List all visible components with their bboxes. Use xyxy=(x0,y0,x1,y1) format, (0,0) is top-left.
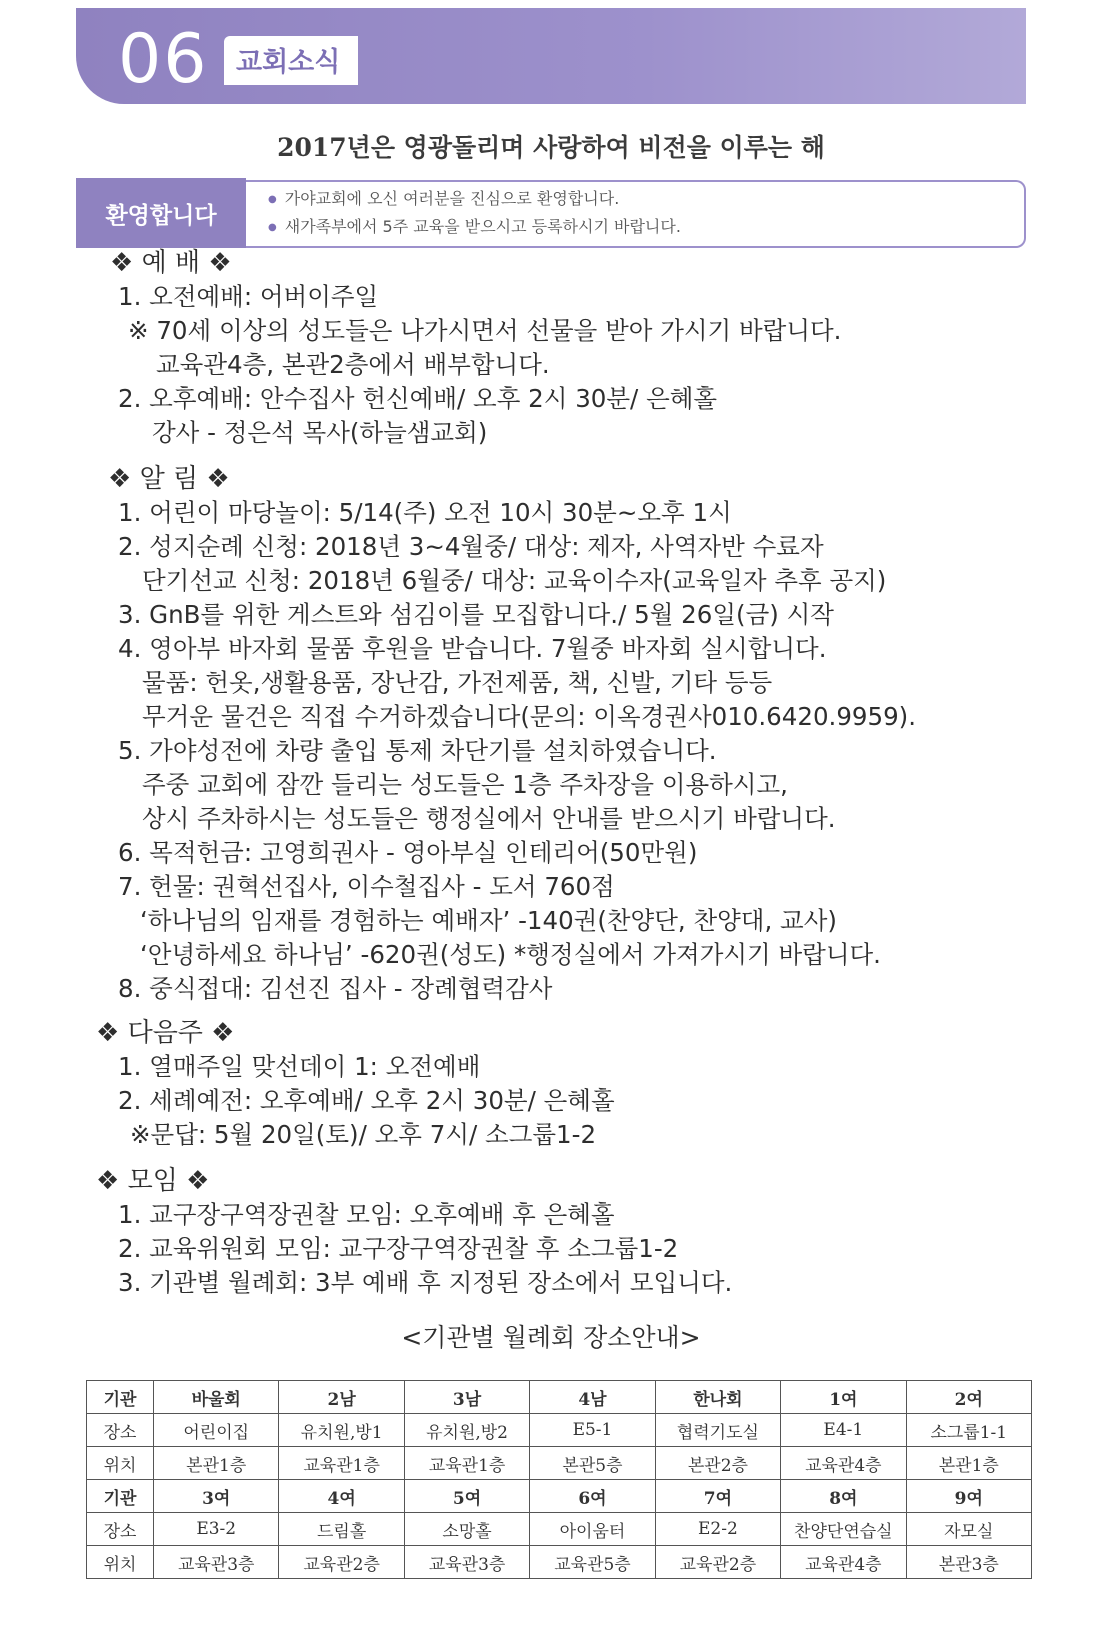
announcement-line: 물품: 헌옷,생활용품, 장난감, 가전제품, 책, 신발, 기타 등등 xyxy=(142,668,773,697)
row-label: 장소 xyxy=(87,1414,154,1447)
table-cell: 3남 xyxy=(404,1381,529,1414)
table-cell: 본관1층 xyxy=(906,1447,1031,1480)
welcome-line: ● 새가족부에서 5주 교육을 받으시고 등록하시기 바랍니다. xyxy=(268,214,681,237)
announcement-line: 2. 세례예전: 오후예배/ 오후 2시 30분/ 은혜홀 xyxy=(118,1086,615,1115)
table-cell: 바울회 xyxy=(154,1381,279,1414)
announcement-line: 1. 열매주일 맞선데이 1: 오전예배 xyxy=(118,1052,481,1081)
table-cell: 4여 xyxy=(279,1480,404,1513)
table-row xyxy=(87,1480,1032,1513)
announcement-line: 5. 가야성전에 차량 출입 통제 차단기를 설치하였습니다. xyxy=(118,736,717,765)
table-cell: 자모실 xyxy=(906,1513,1031,1546)
table-cell: 교육관2층 xyxy=(279,1546,404,1579)
table-row xyxy=(87,1414,1032,1447)
table-cell: 교육관3층 xyxy=(154,1546,279,1579)
section-heading-worship: ❖ 예 배 ❖ xyxy=(110,248,232,278)
welcome-box xyxy=(246,180,1026,248)
announcement-line: 3. 기관별 월례회: 3부 예배 후 지정된 장소에서 모입니다. xyxy=(118,1268,733,1297)
yearly-theme: 2017년은 영광돌리며 사랑하여 비전을 이루는 해 xyxy=(277,133,825,162)
announcement-line: ‘하나님의 임재를 경험하는 예배자’ -140권(찬양단, 찬양대, 교사) xyxy=(140,906,837,935)
table-cell: E4-1 xyxy=(781,1414,906,1447)
welcome-label: 환영합니다 xyxy=(76,178,246,248)
announcement-line: 강사 - 정은석 목사(하늘샘교회) xyxy=(152,418,488,447)
table-cell: 아이움터 xyxy=(530,1513,655,1546)
table-cell: 드림홀 xyxy=(279,1513,404,1546)
table-cell: 2여 xyxy=(906,1381,1031,1414)
announcement-line: 단기선교 신청: 2018년 6월중/ 대상: 교육이수자(교육일자 추후 공지) xyxy=(142,566,887,595)
venue-table xyxy=(86,1380,1032,1579)
table-cell: 교육관4층 xyxy=(781,1546,906,1579)
table-cell: E2-2 xyxy=(655,1513,780,1546)
announcement-line: 8. 중식접대: 김선진 집사 - 장례협력감사 xyxy=(118,974,553,1003)
welcome-line: ● 가야교회에 오신 여러분을 진심으로 환영합니다. xyxy=(268,186,619,209)
table-cell: 5여 xyxy=(404,1480,529,1513)
table-cell: 9여 xyxy=(906,1480,1031,1513)
section-heading-meetings: ❖ 모임 ❖ xyxy=(96,1166,210,1196)
table-cell: 찬양단연습실 xyxy=(781,1513,906,1546)
announcement-line: 4. 영아부 바자회 물품 후원을 받습니다. 7월중 바자회 실시합니다. xyxy=(118,634,827,663)
table-cell: 협력기도실 xyxy=(655,1414,780,1447)
row-label: 위치 xyxy=(87,1447,154,1480)
section-tag: 교회소식 xyxy=(224,36,358,85)
row-label: 기관 xyxy=(87,1480,154,1513)
table-row xyxy=(87,1381,1032,1414)
table-cell: 본관1층 xyxy=(154,1447,279,1480)
announcement-line: 2. 성지순례 신청: 2018년 3~4월중/ 대상: 제자, 사역자반 수료자 xyxy=(118,532,824,561)
table-row xyxy=(87,1546,1032,1579)
announcement-line: 교육관4층, 본관2층에서 배부합니다. xyxy=(156,350,550,379)
table-cell: 한나회 xyxy=(655,1381,780,1414)
table-cell: 본관5층 xyxy=(530,1447,655,1480)
table-cell: 교육관1층 xyxy=(279,1447,404,1480)
table-cell: 3여 xyxy=(154,1480,279,1513)
announcement-line: 2. 교육위원회 모임: 교구장구역장권찰 후 소그룹1-2 xyxy=(118,1234,679,1263)
announcement-line: 6. 목적헌금: 고영희권사 - 영아부실 인테리어(50만원) xyxy=(118,838,698,867)
table-cell: 본관3층 xyxy=(906,1546,1031,1579)
table-cell: 유치원,방1 xyxy=(279,1414,404,1447)
section-number: 06 xyxy=(118,20,209,99)
announcement-line: ※ 70세 이상의 성도들은 나가시면서 선물을 받아 가시기 바랍니다. xyxy=(128,316,842,345)
table-cell: 6여 xyxy=(530,1480,655,1513)
announcement-line: 상시 주차하시는 성도들은 행정실에서 안내를 받으시기 바랍니다. xyxy=(142,804,836,833)
announcement-line: ※문답: 5월 20일(토)/ 오후 7시/ 소그룹1-2 xyxy=(130,1120,597,1149)
announcement-line: 1. 교구장구역장권찰 모임: 오후예배 후 은혜홀 xyxy=(118,1200,615,1229)
table-cell: 교육관2층 xyxy=(655,1546,780,1579)
announcement-line: 주중 교회에 잠깐 들리는 성도들은 1층 주차장을 이용하시고, xyxy=(142,770,788,799)
row-label: 장소 xyxy=(87,1513,154,1546)
announcement-line: 1. 오전예배: 어버이주일 xyxy=(118,282,379,311)
table-cell: 어린이집 xyxy=(154,1414,279,1447)
table-cell: 교육관3층 xyxy=(404,1546,529,1579)
announcement-line: 2. 오후예배: 안수집사 헌신예배/ 오후 2시 30분/ 은혜홀 xyxy=(118,384,718,413)
row-label: 위치 xyxy=(87,1546,154,1579)
table-cell: E3-2 xyxy=(154,1513,279,1546)
row-label: 기관 xyxy=(87,1381,154,1414)
announcement-line: 1. 어린이 마당놀이: 5/14(주) 오전 10시 30분~오후 1시 xyxy=(118,498,732,527)
announcement-line: ‘안녕하세요 하나님’ -620권(성도) *행정실에서 가져가시기 바랍니다. xyxy=(140,940,881,969)
section-heading-notice: ❖ 알 림 ❖ xyxy=(108,464,230,494)
table-cell: 7여 xyxy=(655,1480,780,1513)
table-cell: 교육관1층 xyxy=(404,1447,529,1480)
table-row xyxy=(87,1513,1032,1546)
table-cell: 교육관5층 xyxy=(530,1546,655,1579)
table-cell: 8여 xyxy=(781,1480,906,1513)
announcement-line: 무거운 물건은 직접 수거하겠습니다(문의: 이옥경권사010.6420.9959). xyxy=(142,702,917,731)
table-cell: E5-1 xyxy=(530,1414,655,1447)
table-cell: 4남 xyxy=(530,1381,655,1414)
announcement-line: 7. 헌물: 권혁선집사, 이수철집사 - 도서 760점 xyxy=(118,872,615,901)
section-header-bar xyxy=(76,8,1026,104)
table-cell: 유치원,방2 xyxy=(404,1414,529,1447)
table-cell: 1여 xyxy=(781,1381,906,1414)
table-cell: 본관2층 xyxy=(655,1447,780,1480)
venue-table-title: <기관별 월례회 장소안내> xyxy=(401,1323,701,1352)
table-cell: 교육관4층 xyxy=(781,1447,906,1480)
table-cell: 소망홀 xyxy=(404,1513,529,1546)
table-cell: 소그룹1-1 xyxy=(906,1414,1031,1447)
section-heading-next-week: ❖ 다음주 ❖ xyxy=(96,1018,235,1048)
table-row xyxy=(87,1447,1032,1480)
table-cell: 2남 xyxy=(279,1381,404,1414)
announcement-line: 3. GnB를 위한 게스트와 섬김이를 모집합니다./ 5월 26일(금) 시작 xyxy=(118,600,834,629)
